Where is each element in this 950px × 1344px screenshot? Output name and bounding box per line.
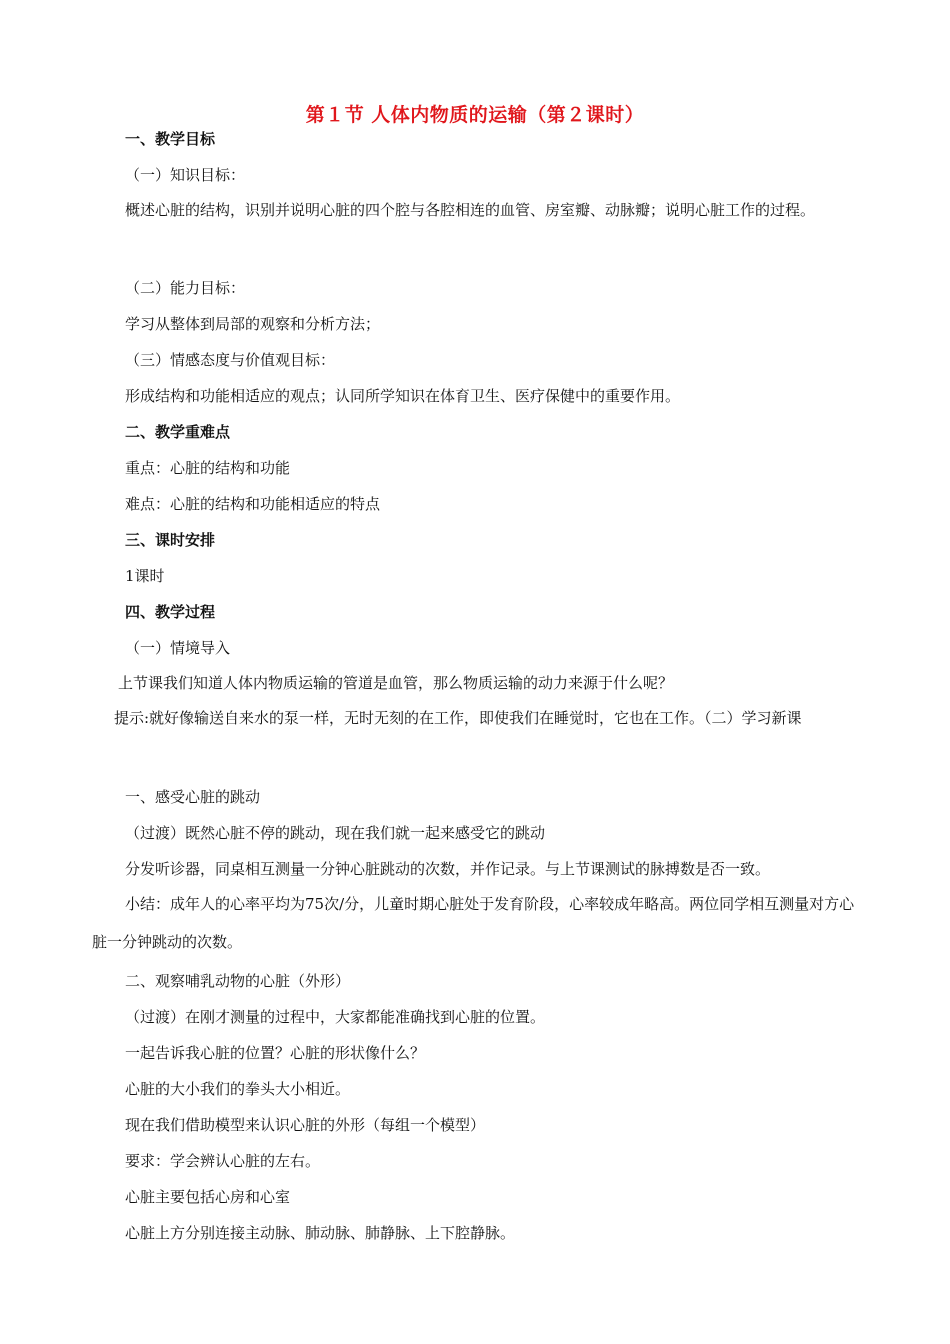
paragraph-difficult-point: 难点：心脏的结构和功能相适应的特点 [125, 495, 381, 513]
section-heading-schedule: 三、课时安排 [125, 531, 216, 549]
paragraph-attitude-goals: 形成结构和功能相适应的观点；认同所学知识在体育卫生、医疗保健中的重要作用。 [125, 387, 681, 405]
section-heading-teaching-process: 四、教学过程 [125, 603, 216, 621]
paragraph-knowledge-goals: 概述心脏的结构，识别并说明心脏的四个腔与各腔相连的血管、房室瓣、动脉瓣；说明心脏工作的过程。 [125, 201, 816, 219]
paragraph-ability-goals: 学习从整体到局部的观察和分析方法； [125, 315, 381, 333]
subheading-introduction: （一）情境导入 [125, 639, 231, 657]
paragraph-model: 现在我们借助模型来认识心脏的外形（每组一个模型） [125, 1116, 486, 1134]
paragraph-key-point: 重点：心脏的结构和功能 [125, 459, 291, 477]
paragraph-schedule: 1课时 [125, 567, 165, 585]
paragraph-atria-ventricles: 心脏主要包括心房和心室 [125, 1188, 291, 1206]
subheading-feel-heartbeat: 一、感受心脏的跳动 [125, 788, 261, 806]
paragraph-vessels: 心脏上方分别连接主动脉、肺动脉、肺静脉、上下腔静脉。 [125, 1224, 516, 1242]
subheading-knowledge-goals: （一）知识目标： [125, 166, 246, 184]
paragraph-transition-position: （过渡）在刚才测量的过程中，大家都能准确找到心脏的位置。 [125, 1008, 546, 1026]
paragraph-heart-size: 心脏的大小我们的拳头大小相近。 [125, 1080, 351, 1098]
document-title: 第１节 人体内物质的运输（第２课时） [305, 104, 645, 126]
paragraph-hint: 提示:就好像输送自来水的泵一样，无时无刻的在工作，即使我们在睡觉时，它也在工作。（二）学习新课 [114, 709, 802, 727]
paragraph-transition-heartbeat: （过渡）既然心脏不停的跳动，现在我们就一起来感受它的跳动 [125, 824, 546, 842]
subheading-attitude-goals: （三）情感态度与价值观目标： [125, 351, 336, 369]
subheading-observe-heart: 二、观察哺乳动物的心脏（外形） [125, 972, 351, 990]
section-heading-teaching-goals: 一、教学目标 [125, 130, 216, 148]
paragraph-summary: 小结：成年人的心率平均为75次/分，儿童时期心脏处于发育阶段，心率较成年略高。两位同学相互测量对方心脏一分钟跳动的次数。 [92, 895, 855, 951]
paragraph-question-shape: 一起告诉我心脏的位置？心脏的形状像什么？ [125, 1044, 426, 1062]
subheading-ability-goals: （二）能力目标： [125, 279, 246, 297]
paragraph-stethoscope: 分发听诊器，同桌相互测量一分钟心脏跳动的次数，并作记录。与上节课测试的脉搏数是否一致。 [125, 860, 771, 878]
paragraph-introduction-question: 上节课我们知道人体内物质运输的管道是血管，那么物质运输的动力来源于什么呢？ [118, 674, 674, 692]
paragraph-requirement: 要求：学会辨认心脏的左右。 [125, 1152, 321, 1170]
section-heading-key-points: 二、教学重难点 [125, 423, 231, 441]
